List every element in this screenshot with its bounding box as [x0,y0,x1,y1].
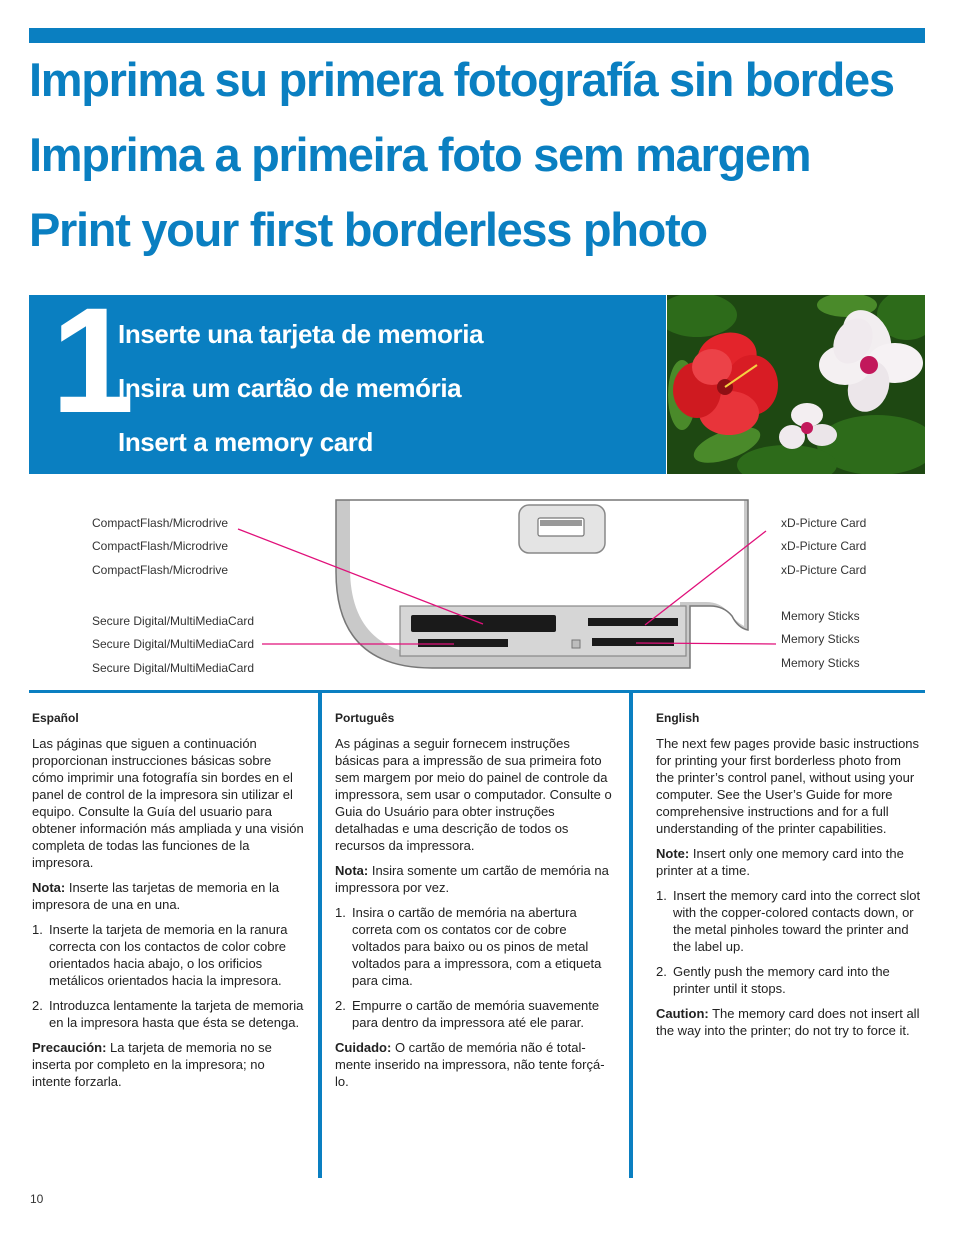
step-index: 2. [335,998,346,1013]
step-index: 2. [656,964,667,979]
step-text: Empurre o cartão de memória suavemente para dentro da impressora até ele parar. [352,998,600,1030]
intro-text: Las páginas que siguen a continuación proporcionan instrucciones básicas sobre cómo imprimir una fotografía sin bordes en el panel de control de la impresora sin utilizar el equipo. Consulte la Guía del usuario para obtener información más ampliada y una visión completa de todas las funciones de la impresora. [32,736,304,870]
note-text: Insert only one memory card into the printer at a time. [656,846,904,878]
section-rule [29,690,925,693]
caution-text: O cartão de memória não é total-mente inserido na impressora, não tente forçá-lo. [335,1040,605,1089]
caution-paragraph [32,1039,304,1090]
caution-text: La tarjeta de memoria no se inserta por completo en la impresora; no intente forzarla. [32,1040,272,1089]
step-item [656,887,922,955]
page-number: 10 [30,1192,44,1206]
title-english: Print your first borderless photo [29,203,707,256]
intro-text: As páginas a seguir fornecem instruções básicas para a impressão de sua primeira foto sem margem por meio do painel de controle da impressora, sem usar o computador. Consulte o Guia do Usuário para obter instruções detalhadas e uma descrição de todos os recursos da impressora. [335,736,612,853]
step-number: 1 [51,276,131,444]
step-banner [29,276,666,474]
step-title-english: Insert a memory card [118,427,374,457]
label-xd-picture-2: xD-Picture Card [781,539,867,553]
step-title-spanish: Inserte una tarjeta de memoria [118,319,484,349]
label-memory-stick-3: Memory Sticks [781,656,860,670]
step-index: 1. [335,905,346,920]
title-spanish: Imprima su primera fotografía sin bordes [29,53,894,106]
note-label: Nota: [32,880,66,895]
card-slot-panel [400,606,686,656]
label-memory-stick-1: Memory Sticks [781,609,860,623]
note-text: Insira somente um cartão de memória na impressora por vez. [335,863,609,895]
caution-label: Cuidado: [335,1040,392,1055]
caution-text: The memory card does not insert all the way into the printer; do not try to force it. [656,1006,920,1038]
step-text: Insert the memory card into the correct slot with the copper-colored contacts down, or the metal pinholes toward the printer and the label up. [673,888,921,954]
step-text: Inserte la tarjeta de memoria en la ranura correcta con los contactos de color cobre orientados hacia abajo, o los orificios metálicos orientados hacia la impresora. [49,922,288,988]
intro-text: The next few pages provide basic instructions for printing your first borderless photo from the printer’s control panel, without using your computer. See the User’s Guide for more comprehensive instructions and for a full understanding of the printer capabilities. [656,736,920,836]
column-heading-spanish: Español [32,711,79,725]
steps-list [335,904,617,1031]
step-text: Insira o cartão de memória na abertura correta com os contatos cor de cobre voltados para baixo ou os pinos de metal voltados para a impressora, com a etiqueta para cima. [352,905,602,988]
caution-paragraph [335,1039,617,1090]
column-heading-portuguese: Português [335,711,395,725]
column-portuguese [335,711,617,1098]
label-secure-digital-2: Secure Digital/MultiMediaCard [92,637,255,651]
label-compactflash-2: CompactFlash/Microdrive [92,539,229,553]
caution-label: Caution: [656,1006,709,1021]
caution-label: Precaución: [32,1040,107,1055]
column-heading-english: English [656,711,700,725]
top-rule [29,28,925,43]
step-item [32,997,304,1031]
column-english [656,711,922,1047]
step-title-portuguese: Insira um cartão de memória [118,373,462,403]
caution-paragraph [656,1005,922,1039]
label-secure-digital-1: Secure Digital/MultiMediaCard [92,614,255,628]
step-text: Introduzca lentamente la tarjeta de memoria en la impresora hasta que ésta se detenga. [49,998,304,1030]
note-paragraph [335,862,617,896]
column-divider-2 [629,693,633,1178]
note-label: Note: [656,846,690,861]
memory-card-slot-diagram [0,490,954,680]
column-spanish [32,711,304,1098]
label-memory-stick-2: Memory Sticks [781,632,860,646]
step-item [656,963,922,997]
steps-list [32,921,304,1031]
note-label: Nota: [335,863,369,878]
step-index: 2. [32,998,43,1013]
steps-list [656,887,922,997]
note-text: Inserte las tarjetas de memoria en la impresora de una en una. [32,880,280,912]
label-secure-digital-3: Secure Digital/MultiMediaCard [92,661,255,675]
step-index: 1. [656,888,667,903]
note-paragraph [656,845,922,879]
step-item [335,904,617,989]
step-index: 1. [32,922,43,937]
step-text: Gently push the memory card into the printer until it stops. [673,964,890,996]
step-item [32,921,304,989]
label-compactflash-3: CompactFlash/Microdrive [92,563,229,577]
step-item [335,997,617,1031]
column-divider-1 [318,693,322,1178]
title-portuguese: Imprima a primeira foto sem margem [29,128,811,181]
hibiscus-photo [667,295,925,474]
label-compactflash-1: CompactFlash/Microdrive [92,516,229,530]
label-xd-picture-1: xD-Picture Card [781,516,867,530]
note-paragraph [32,879,304,913]
label-xd-picture-3: xD-Picture Card [781,563,867,577]
usb-port [519,505,605,553]
